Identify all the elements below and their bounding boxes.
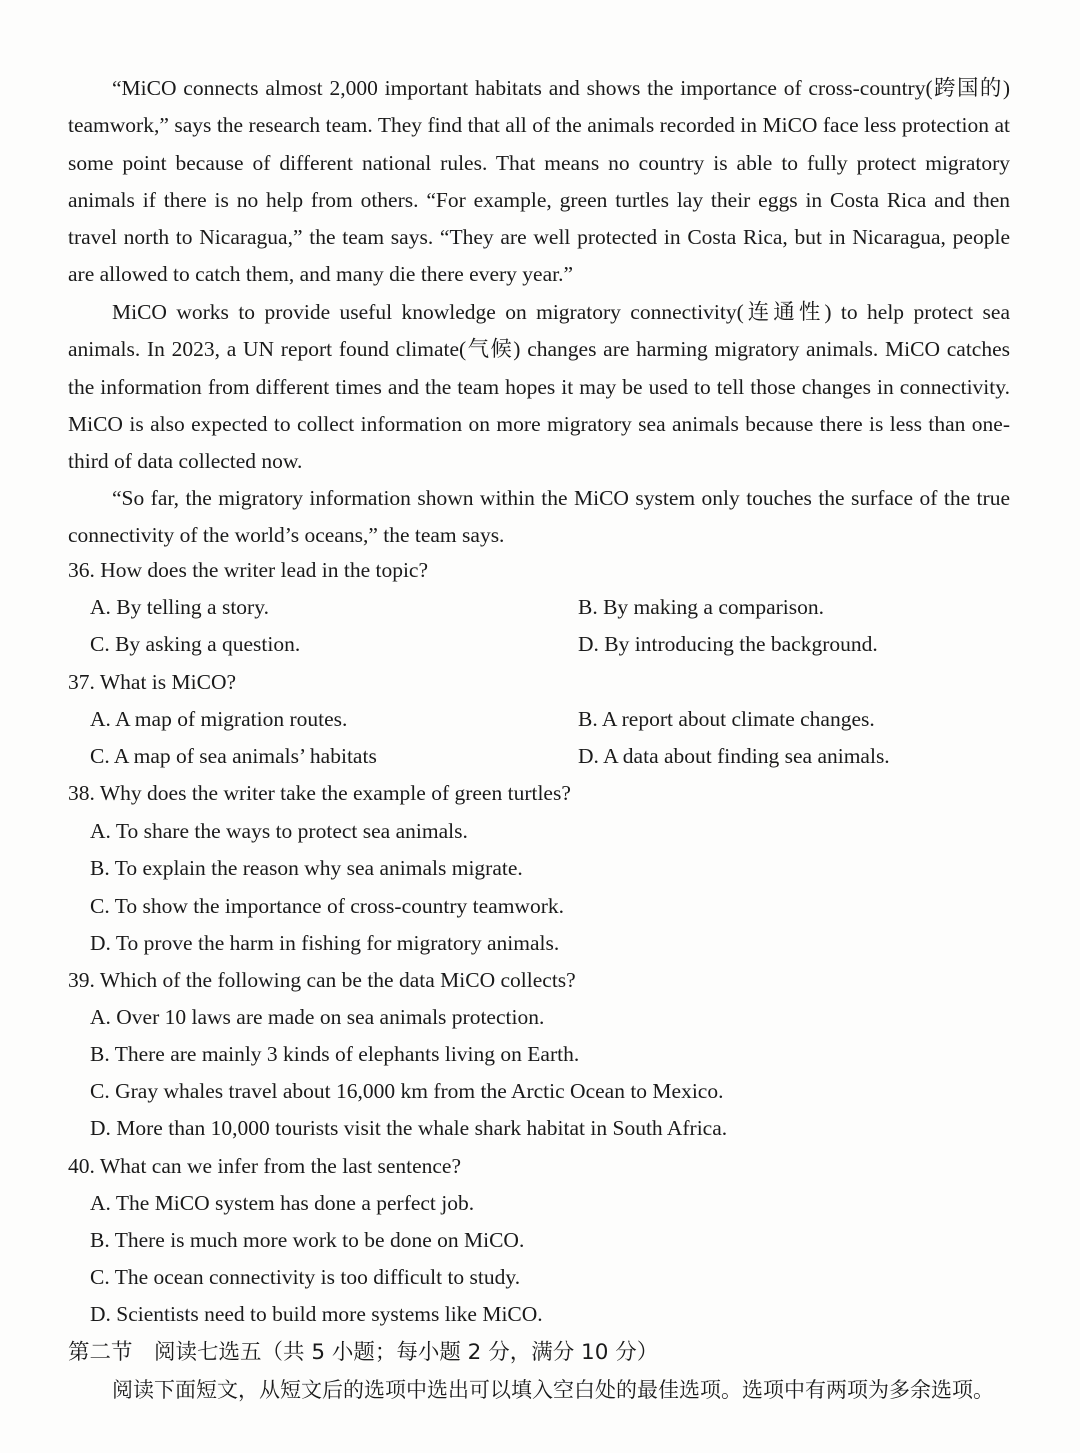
question-38-option-d: D. To prove the harm in fishing for migratory animals. xyxy=(90,931,560,955)
question-37-stem: 37. What is MiCO? xyxy=(68,670,237,694)
question-40-option-b: B. There is much more work to be done on MiCO. xyxy=(90,1228,525,1252)
question-36-option-b: B. By making a comparison. xyxy=(578,595,825,619)
question-37-option-a: A. A map of migration routes. xyxy=(90,707,348,731)
section-heading: 第二节 阅读七选五（共 5 小题；每小题 2 分，满分 10 分） xyxy=(68,1340,659,1365)
question-38-stem: 38. Why does the writer take the example of green turtles? xyxy=(68,781,571,805)
question-36-option-a: A. By telling a story. xyxy=(90,595,269,619)
question-39-stem: 39. Which of the following can be the data MiCO collects? xyxy=(68,968,576,992)
question-37-option-c: C. A map of sea animals’ habitats xyxy=(90,744,377,768)
question-39-option-c: C. Gray whales travel about 16,000 km from the Arctic Ocean to Mexico. xyxy=(90,1079,724,1103)
question-38-option-b: B. To explain the reason why sea animals migrate. xyxy=(90,856,523,880)
question-39-option-a: A. Over 10 laws are made on sea animals protection. xyxy=(90,1005,545,1029)
question-38-option-c: C. To show the importance of cross-country teamwork. xyxy=(90,894,564,918)
question-40-option-a: A. The MiCO system has done a perfect job. xyxy=(90,1191,475,1215)
question-40-option-d: D. Scientists need to build more systems like MiCO. xyxy=(90,1302,543,1326)
question-38-option-a: A. To share the ways to protect sea animals. xyxy=(90,819,468,843)
question-39-option-b: B. There are mainly 3 kinds of elephants living on Earth. xyxy=(90,1042,580,1066)
passage-paragraph-3: “So far, the migratory information shown within the MiCO system only touches the surface of the true connectivity of the world’s oceans,” the team says. xyxy=(68,486,1010,548)
question-36-option-c: C. By asking a question. xyxy=(90,632,301,656)
question-40-option-c: C. The ocean connectivity is too difficult to study. xyxy=(90,1265,521,1289)
question-37-option-d: D. A data about finding sea animals. xyxy=(578,744,890,768)
passage-paragraph-2: MiCO works to provide useful knowledge on migratory connectivity(连通性) to help protect sea animals. In 2023, a UN report found climate(气候) changes are harming migratory animals. MiCO catches the information from different times and the team hopes it may be used to tell those changes in connectivity. MiCO is also expected to collect information on more migratory sea animals because there is less than one-third of data collected now. xyxy=(68,300,1010,474)
section-instruction: 阅读下面短文，从短文后的选项中选出可以填入空白处的最佳选项。选项中有两项为多余选项。 xyxy=(112,1378,994,1402)
question-36-stem: 36. How does the writer lead in the topic? xyxy=(68,558,429,582)
question-40-stem: 40. What can we infer from the last sentence? xyxy=(68,1154,462,1178)
question-37-option-b: B. A report about climate changes. xyxy=(578,707,875,731)
passage-paragraph-1: “MiCO connects almost 2,000 important habitats and shows the importance of cross-country(跨国的) teamwork,” says the research team. They find that all of the animals recorded in MiCO face less protection at some point because of different national rules. That means no country is able to fully protect migratory animals if there is no help from others. “For example, green turtles lay their eggs in Costa Rica and then travel north to Nicaragua,” the team says. “They are well protected in Costa Rica, but in Nicaragua, people are allowed to catch them, and many die there every year.” xyxy=(68,76,1010,287)
question-39-option-d: D. More than 10,000 tourists visit the whale shark habitat in South Africa. xyxy=(90,1116,728,1140)
question-36-option-d: D. By introducing the background. xyxy=(578,632,878,656)
